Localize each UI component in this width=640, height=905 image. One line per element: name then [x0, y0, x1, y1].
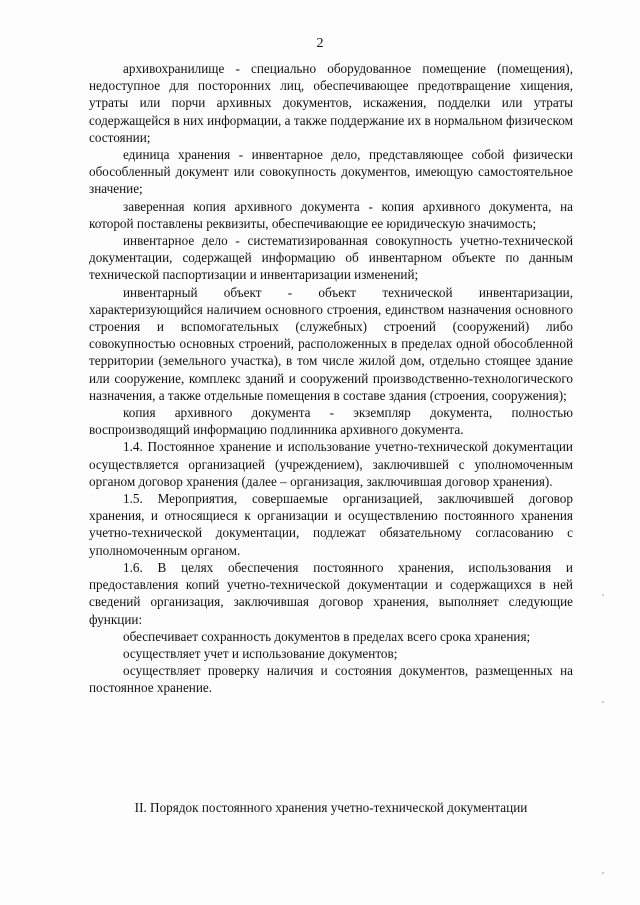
clause-1-4: 1.4. Постоянное хранение и использование учетно-технической документации осуществляется организацией (учреждением), заключившей с уполномоченным органом договор хранения (далее – организация, заключившая договор хранения).	[89, 439, 573, 489]
function-ensure-safety: обеспечивает сохранность документов в пределах всего срока хранения;	[123, 628, 531, 644]
clause-1-6: 1.6. В целях обеспечения постоянного хранения, использования и предоставления копий учетно-технической документации и содержащихся в ней сведений организация, заключившая договор хранения, выполняет следующие функции:	[89, 559, 573, 627]
document-body	[89, 60, 573, 697]
definition-archive-storage: архивохранилище - специально оборудованное помещение (помещения), недоступное для посторонних лиц, обеспечивающее предотвращение хищения, утраты или порчи архивных документов, искажения, подделки или утраты содержащейся в них информации, а также поддержание их в нормальном физическом состоянии;	[89, 61, 573, 145]
clause-1-5: 1.5. Мероприятия, совершаемые организацией, заключившей договор хранения, и относящиеся к организации и осуществлению постоянного хранения учетно-технической документации, подлежат обязательному согласованию с уполномоченным органом.	[89, 491, 573, 558]
scan-speck	[602, 701, 604, 703]
page-number: 2	[316, 36, 324, 51]
definition-inventory-file: инвентарное дело - систематизированная совокупность учетно-технической документации, содержащей информацию об инвентарном объекте по данным технической паспортизации и инвентаризации изменений;	[89, 233, 573, 283]
definition-inventory-object: инвентарный объект - объект технической инвентаризации, характеризующийся наличием основного строения, единством назначения основного строения и вспомогательных (служебных) строений (сооружений) либо совокупностью основных строений, расположенных в пределах одной обособленной территории (земельного участка), в том числе жилой дом, отдельно стоящее здание или сооружение, комплекс зданий и сооружений производственно-технологического назначения, а также отдельные помещения в составе здания (строения, сооружения);	[89, 284, 573, 403]
function-verification: осуществляет проверку наличия и состояния документов, размещенных на постоянное хранение.	[89, 663, 573, 696]
scan-speck	[602, 872, 604, 874]
function-accounting: осуществляет учет и использование документов;	[123, 645, 398, 661]
definition-storage-unit: единица хранения - инвентарное дело, представляющее собой физически обособленный документ или совокупность документов, имеющую самостоятельное значение;	[89, 147, 573, 197]
definition-certified-copy: заверенная копия архивного документа - копия архивного документа, на которой поставлены реквизиты, обеспечивающие ее юридическую значимость;	[89, 198, 573, 231]
scan-speck	[602, 594, 604, 596]
section-heading: II. Порядок постоянного хранения учетно-технической документации	[134, 800, 528, 815]
definition-archive-copy: копия архивного документа - экземпляр документа, полностью воспроизводящий информацию подлинника архивного документа.	[89, 405, 573, 438]
